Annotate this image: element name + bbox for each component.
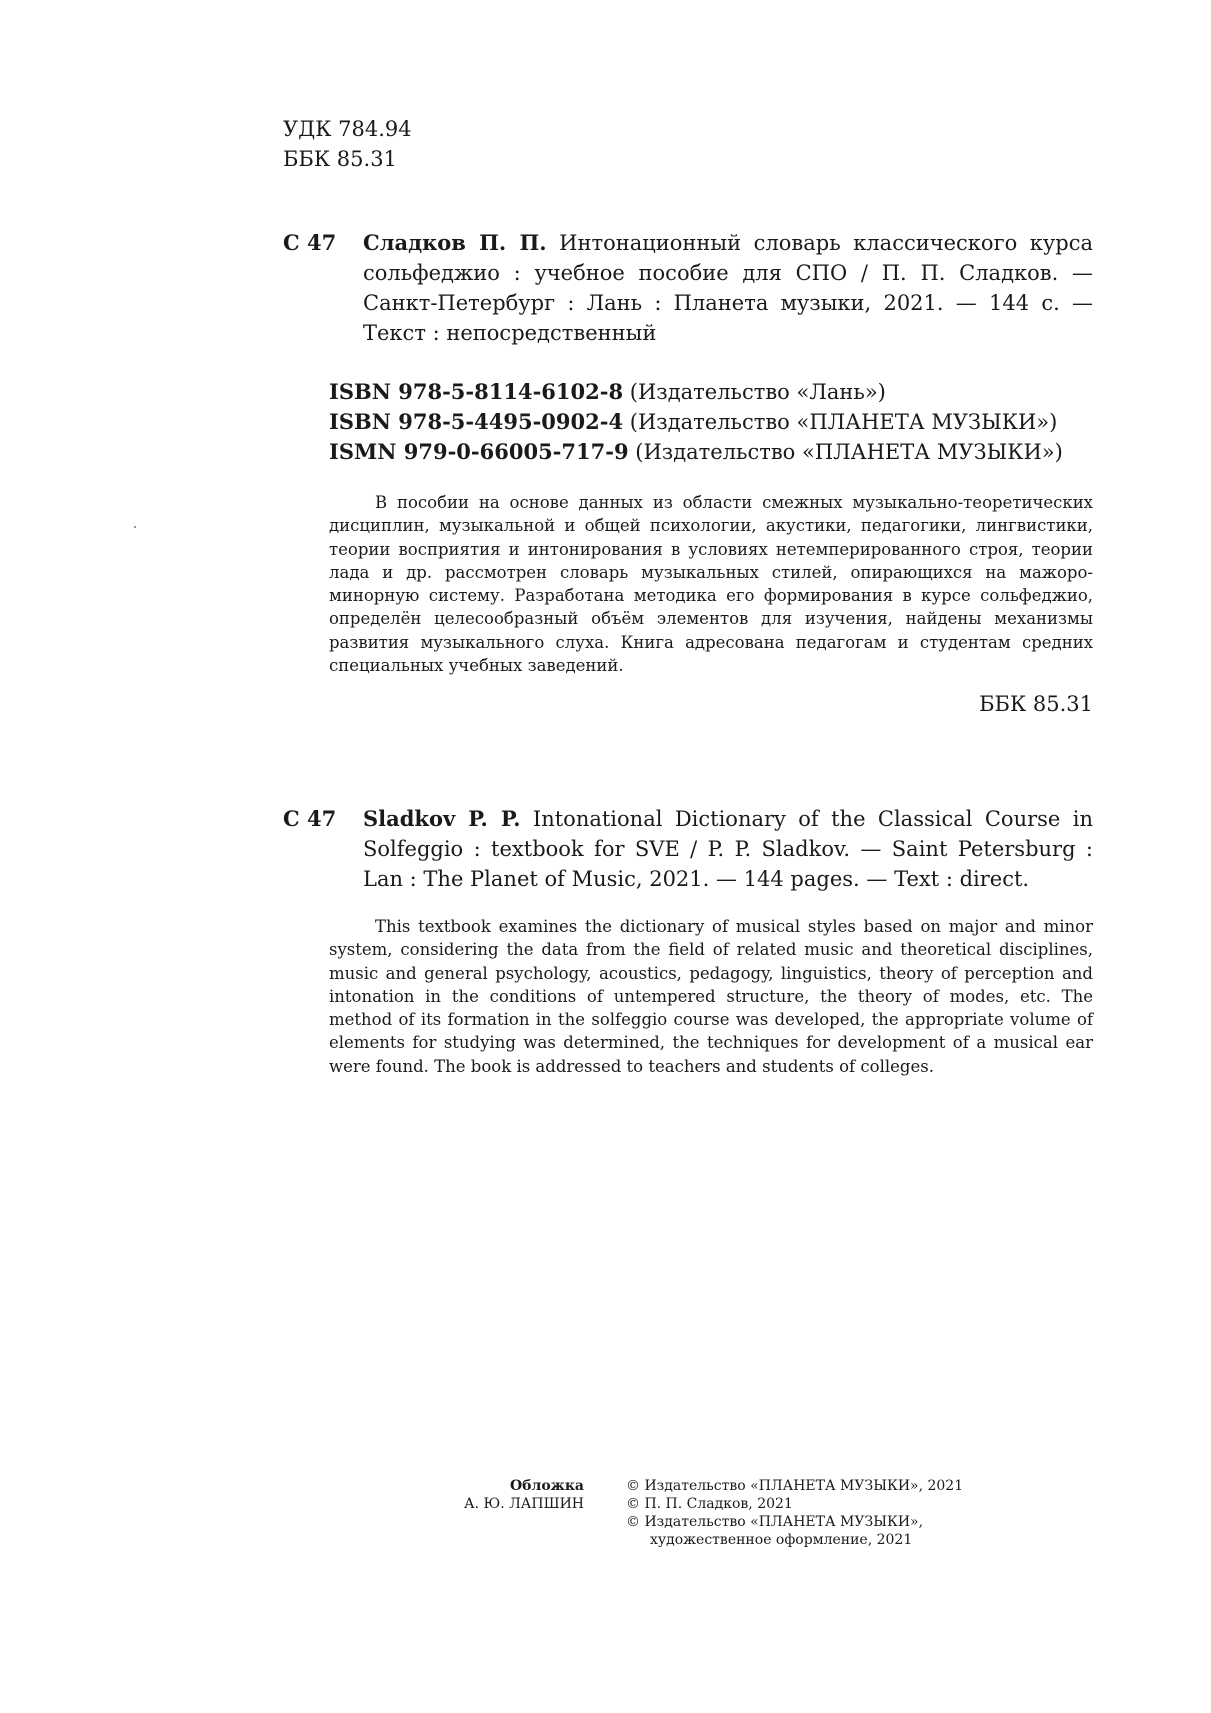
ismn-number: ISMN 979-0-66005-717-9 <box>329 439 629 464</box>
cover-credit <box>420 1477 584 1513</box>
isbn-item <box>329 407 1063 437</box>
annotation-ru: В пособии на основе данных из области смежных музыкально-теоретических дисциплин, музыкальной и общей психологии, акустики, педагогики, лингвистики, теории восприятия и интонирования в условиях нетемперированного строя, теории лада и др. рассмотрен словарь музыкальных стилей, опирающихся на мажоро-минорную систему. Разработана методика его формирования в курсе сольфеджио, определён целесообразный объём элементов для изучения, найдены механизмы развития музыкального слуха. Книга адресована педагогам и студентам средних специальных учебных заведений. <box>329 493 1093 676</box>
cover-label: Обложка <box>509 1478 584 1494</box>
ismn-publisher: (Издательство «ПЛАНЕТА МУЗЫКИ») <box>635 440 1063 464</box>
bbk-code-bottom: ББК 85.31 <box>979 692 1093 716</box>
copyright-line: © П. П. Сладков, 2021 <box>626 1496 793 1512</box>
udk-code: УДК 784.94 <box>283 117 412 141</box>
isbn-publisher: (Издательство «Лань») <box>629 380 886 404</box>
bibliographic-record-ru <box>283 228 1093 348</box>
classification-codes <box>283 114 412 174</box>
isbn-list <box>329 377 1063 467</box>
copyright-line: © Издательство «ПЛАНЕТА МУЗЫКИ», 2021 <box>626 1478 964 1494</box>
annotation-en: This textbook examines the dictionary of musical styles based on major and minor system, considering the data from the field of related music and theoretical disciplines, music and general psychology, acoustics, pedagogy, linguistics, theory of perception and intonation in the conditions of untempered structure, the theory of modes, etc. The method of its formation in the solfeggio course was developed, the appropriate volume of elements for studying was determined, the techniques for development of a musical ear were found. The book is addressed to teachers and students of colleges. <box>329 917 1093 1076</box>
cover-designer: А. Ю. ЛАПШИН <box>464 1496 584 1512</box>
stray-mark <box>134 526 136 528</box>
isbn-publisher: (Издательство «ПЛАНЕТА МУЗЫКИ») <box>629 410 1058 434</box>
bibliographic-record-en <box>283 804 1093 894</box>
record-author: Сладков П. П. <box>363 230 547 255</box>
ismn-item <box>329 437 1063 467</box>
isbn-number: ISBN 978-5-8114-6102-8 <box>329 379 624 404</box>
record-description: Интонационный словарь классического курса сольфеджио : учебное пособие для СПО / П. П. Сладков. — Санкт-Петербург : Лань : Планета музыки, 2021. — 144 с. — Текст : непосредственный <box>363 231 1093 345</box>
author-mark: С 47 <box>283 230 337 255</box>
author-mark: С 47 <box>283 806 337 831</box>
bbk-code: ББК 85.31 <box>283 147 397 171</box>
record-entry <box>363 228 1093 348</box>
isbn-number: ISBN 978-5-4495-0902-4 <box>329 409 624 434</box>
record-author: Sladkov P. P. <box>363 806 521 831</box>
isbn-item <box>329 377 1063 407</box>
copyright-line: художественное оформление, 2021 <box>650 1532 913 1548</box>
record-description: Intonational Dictionary of the Classical Course in Solfeggio : textbook for SVE / P. P. Sladkov. — Saint Petersburg : Lan : The Planet of Music, 2021. — 144 pages. — Text : direct. <box>363 807 1093 891</box>
copyright-notices <box>626 1477 963 1549</box>
record-entry <box>363 804 1093 894</box>
copyright-line: © Издательство «ПЛАНЕТА МУЗЫКИ», <box>626 1514 924 1530</box>
